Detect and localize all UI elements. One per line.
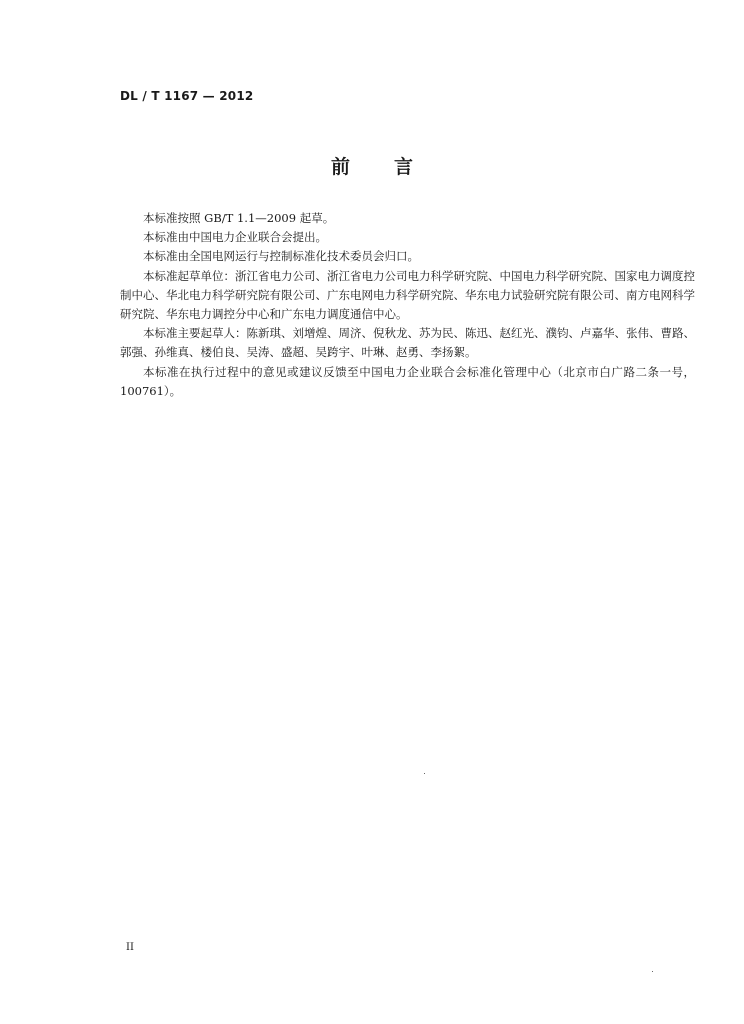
paragraph-proposer: 本标准由中国电力企业联合会提出。 <box>143 230 327 245</box>
title-char-2: 言 <box>394 156 414 178</box>
document-code: DL / T 1167 — 2012 <box>120 89 254 103</box>
title-char-1: 前 <box>330 156 350 178</box>
paragraph-drafting-units: 本标准起草单位：浙江省电力公司、浙江省电力公司电力科学研究院、中国电力科学研究院、国家电力调度控制中心、华北电力科学研究院有限公司、广东电网电力科学研究院、华东电力试验研究院有限公司、南方电网科学研究院、华东电力调控分中心和广东电力调度通信中心。 <box>120 268 695 322</box>
paragraph-committee: 本标准由全国电网运行与控制标准化技术委员会归口。 <box>143 249 419 264</box>
paragraph-feedback: 本标准在执行过程中的意见或建议反馈至中国电力企业联合会标准化管理中心（北京市白广路二条一号，100761）。 <box>120 364 695 398</box>
page-number: II <box>126 942 134 953</box>
page-title <box>0 152 744 179</box>
paragraph-drafters: 本标准主要起草人：陈新琪、刘增煌、周济、倪秋龙、苏为民、陈迅、赵红光、濮钧、卢嘉华、张伟、曹路、郭强、孙维真、楼伯良、吴涛、盛超、吴跨宇、叶琳、赵勇、李扬絮。 <box>120 326 695 360</box>
scan-speck <box>424 773 425 774</box>
scan-speck <box>652 971 653 972</box>
foreword-body <box>120 209 695 401</box>
paragraph-drafting-rule: 本标准按照 GB/T 1.1—2009 起草。 <box>143 211 335 225</box>
